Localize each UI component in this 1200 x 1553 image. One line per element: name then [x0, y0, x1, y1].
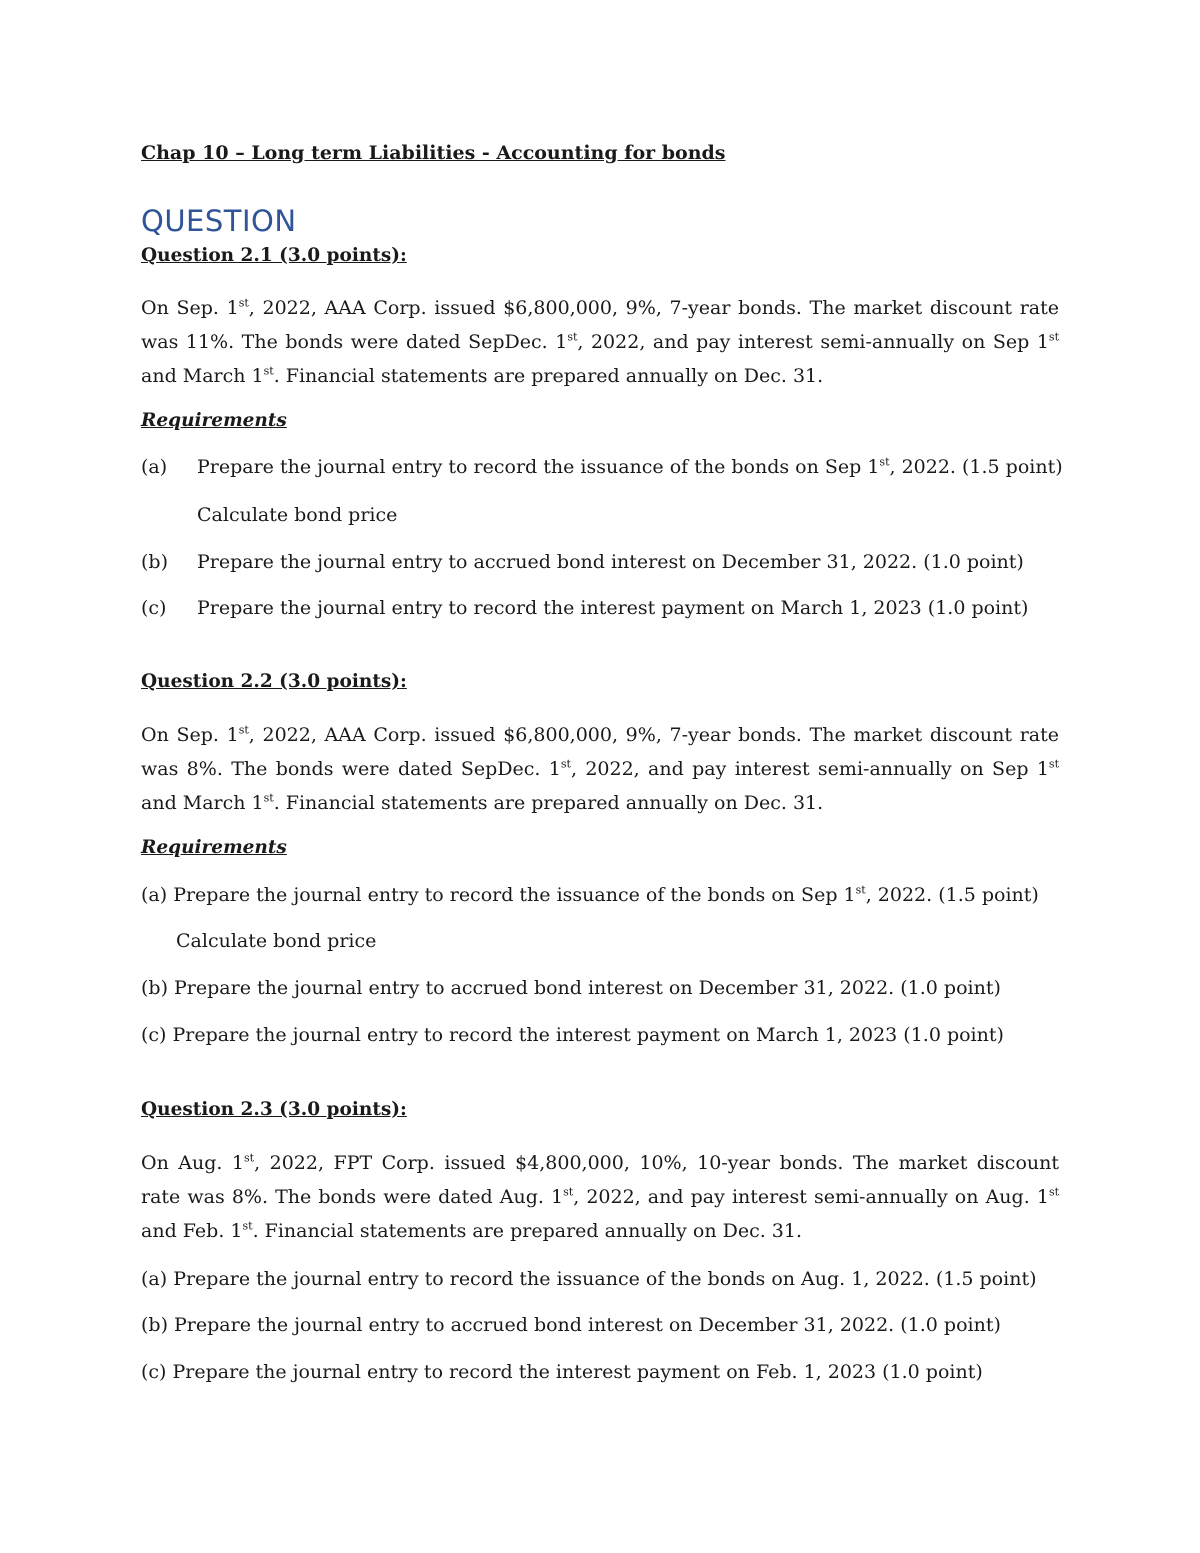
document-title: Chap 10 – Long term Liabilities - Accounting for bonds: [141, 142, 726, 164]
question-2-3-item-c: (c) Prepare the journal entry to record the interest payment on Feb. 1, 2023 (1.0 point): [141, 1361, 983, 1383]
question-2-1-requirements-label: Requirements: [141, 410, 287, 431]
question-2-1-heading: Question 2.1 (3.0 points):: [141, 245, 407, 266]
question-2-1-item-b-label: (b): [141, 551, 168, 573]
question-2-1-item-b-text: Prepare the journal entry to accrued bond interest on December 31, 2022. (1.0 point): [197, 551, 1024, 573]
question-2-3-item-a: (a) Prepare the journal entry to record the issuance of the bonds on Aug. 1, 2022. (1.5 point): [141, 1268, 1037, 1290]
question-2-1-item-a-sub: Calculate bond price: [197, 504, 398, 526]
question-2-1-paragraph: On Sep. 1st, 2022, AAA Corp. issued $6,800,000, 9%, 7-year bonds. The market discount rate was 11%. The bonds were dated SepDec. 1st, 2022, and pay interest semi-annually on Sep 1st and March 1st. Financial statements are prepared annually on Dec. 31.: [141, 296, 1059, 387]
question-2-3-item-b: (b) Prepare the journal entry to accrued bond interest on December 31, 2022. (1.0 point): [141, 1314, 1001, 1336]
question-2-2-heading: Question 2.2 (3.0 points):: [141, 671, 407, 692]
question-2-2-item-c: (c) Prepare the journal entry to record the interest payment on March 1, 2023 (1.0 point): [141, 1024, 1004, 1046]
question-2-1-item-a-label: (a): [141, 456, 168, 478]
question-2-1-item-a-text: Prepare the journal entry to record the issuance of the bonds on Sep 1st, 2022. (1.5 point): [197, 455, 1063, 478]
question-2-1-item-c-label: (c): [141, 597, 167, 619]
question-2-2-item-a-sub: Calculate bond price: [176, 930, 377, 952]
section-heading: QUESTION: [141, 204, 297, 238]
question-2-3-heading: Question 2.3 (3.0 points):: [141, 1099, 407, 1120]
question-2-2-paragraph: On Sep. 1st, 2022, AAA Corp. issued $6,800,000, 9%, 7-year bonds. The market discount rate was 8%. The bonds were dated SepDec. 1st, 2022, and pay interest semi-annually on Sep 1st and March 1st. Financial statements are prepared annually on Dec. 31.: [141, 723, 1059, 814]
question-2-2-item-b: (b) Prepare the journal entry to accrued bond interest on December 31, 2022. (1.0 point): [141, 977, 1001, 999]
question-2-1-item-c-text: Prepare the journal entry to record the interest payment on March 1, 2023 (1.0 point): [197, 597, 1029, 619]
question-2-2-item-a: (a) Prepare the journal entry to record the issuance of the bonds on Sep 1st, 2022. (1.5 point): [141, 883, 1039, 906]
question-2-2-requirements-label: Requirements: [141, 837, 287, 858]
question-2-3-paragraph: On Aug. 1st, 2022, FPT Corp. issued $4,800,000, 10%, 10-year bonds. The market discount rate was 8%. The bonds were dated Aug. 1st, 2022, and pay interest semi-annually on Aug. 1st and Feb. 1st. Financial statements are prepared annually on Dec. 31.: [141, 1151, 1060, 1242]
